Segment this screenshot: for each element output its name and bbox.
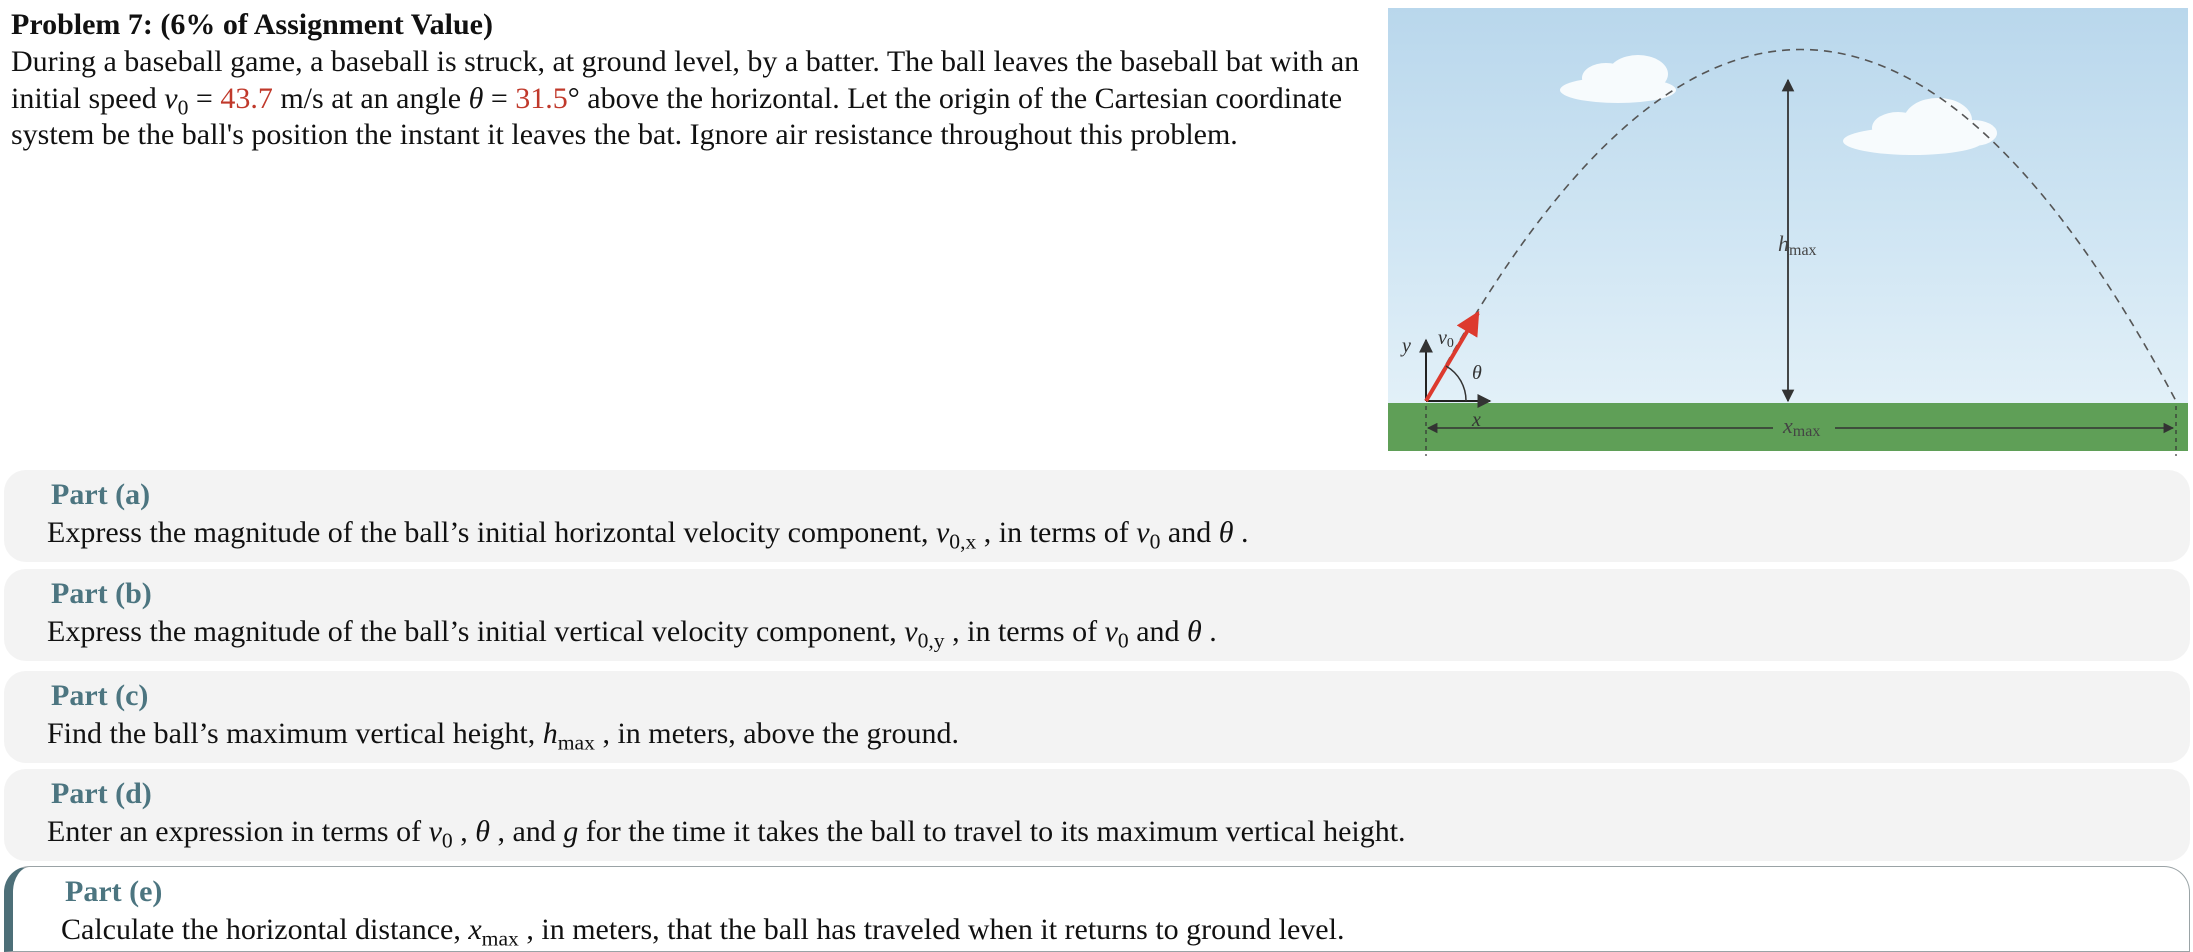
part-d-text: Enter an expression in terms of $v_0$ , θ , and g for the time it takes the ball to travel to its maximum vertical height. [47,815,1406,853]
part-b-label: Part (b) [51,577,152,610]
part-d[interactable] [4,769,2190,861]
theta-label: θ [1472,362,1482,384]
problem-statement: During a baseball game, a baseball is struck, at ground level, by a batter. The ball leaves the baseball bat with an initial speed $v_0 = 43.7$ m/s at an angle θ = 31.5° above the horizontal. Let the origin of the Cartesian coordinate system be the ball's position the instant it leaves the bat. Ignore air resistance throughout this problem. [11,45,1360,151]
part-d-label: Part (d) [51,777,152,810]
problem-title: Problem 7: (6% of Assignment Value) [11,8,493,41]
x-axis-label: x [1472,409,1481,431]
part-e-label: Part (e) [65,875,163,908]
hmax-label: hmax [1778,231,1817,259]
projectile-figure [1388,8,2188,463]
part-c-label: Part (c) [51,679,149,712]
part-a-text: Express the magnitude of the ball’s initial horizontal velocity component, $v_{0,x}$ , in terms of $v_0$ and θ . [47,516,1249,554]
part-b[interactable] [4,569,2190,661]
part-e-text: Calculate the horizontal distance, $x_{max}$ , in meters, that the ball has traveled when it returns to ground level. [61,913,1345,951]
part-c-text: Find the ball’s maximum vertical height, $h_{max}$ , in meters, above the ground. [47,717,960,755]
theta-value: 31.5 [515,81,568,115]
part-a[interactable] [4,470,2190,562]
y-axis-label: y [1402,335,1411,357]
xmax-label: xmax [1783,413,1821,440]
v0-value: 43.7 [220,81,273,115]
part-b-text: Express the magnitude of the ball’s initial vertical velocity component, $v_{0,y}$ , in terms of $v_0$ and θ . [47,615,1217,653]
v0-label: v0 [1438,327,1454,351]
part-e[interactable] [4,866,2190,952]
part-c[interactable] [4,671,2190,763]
part-a-label: Part (a) [51,478,151,511]
